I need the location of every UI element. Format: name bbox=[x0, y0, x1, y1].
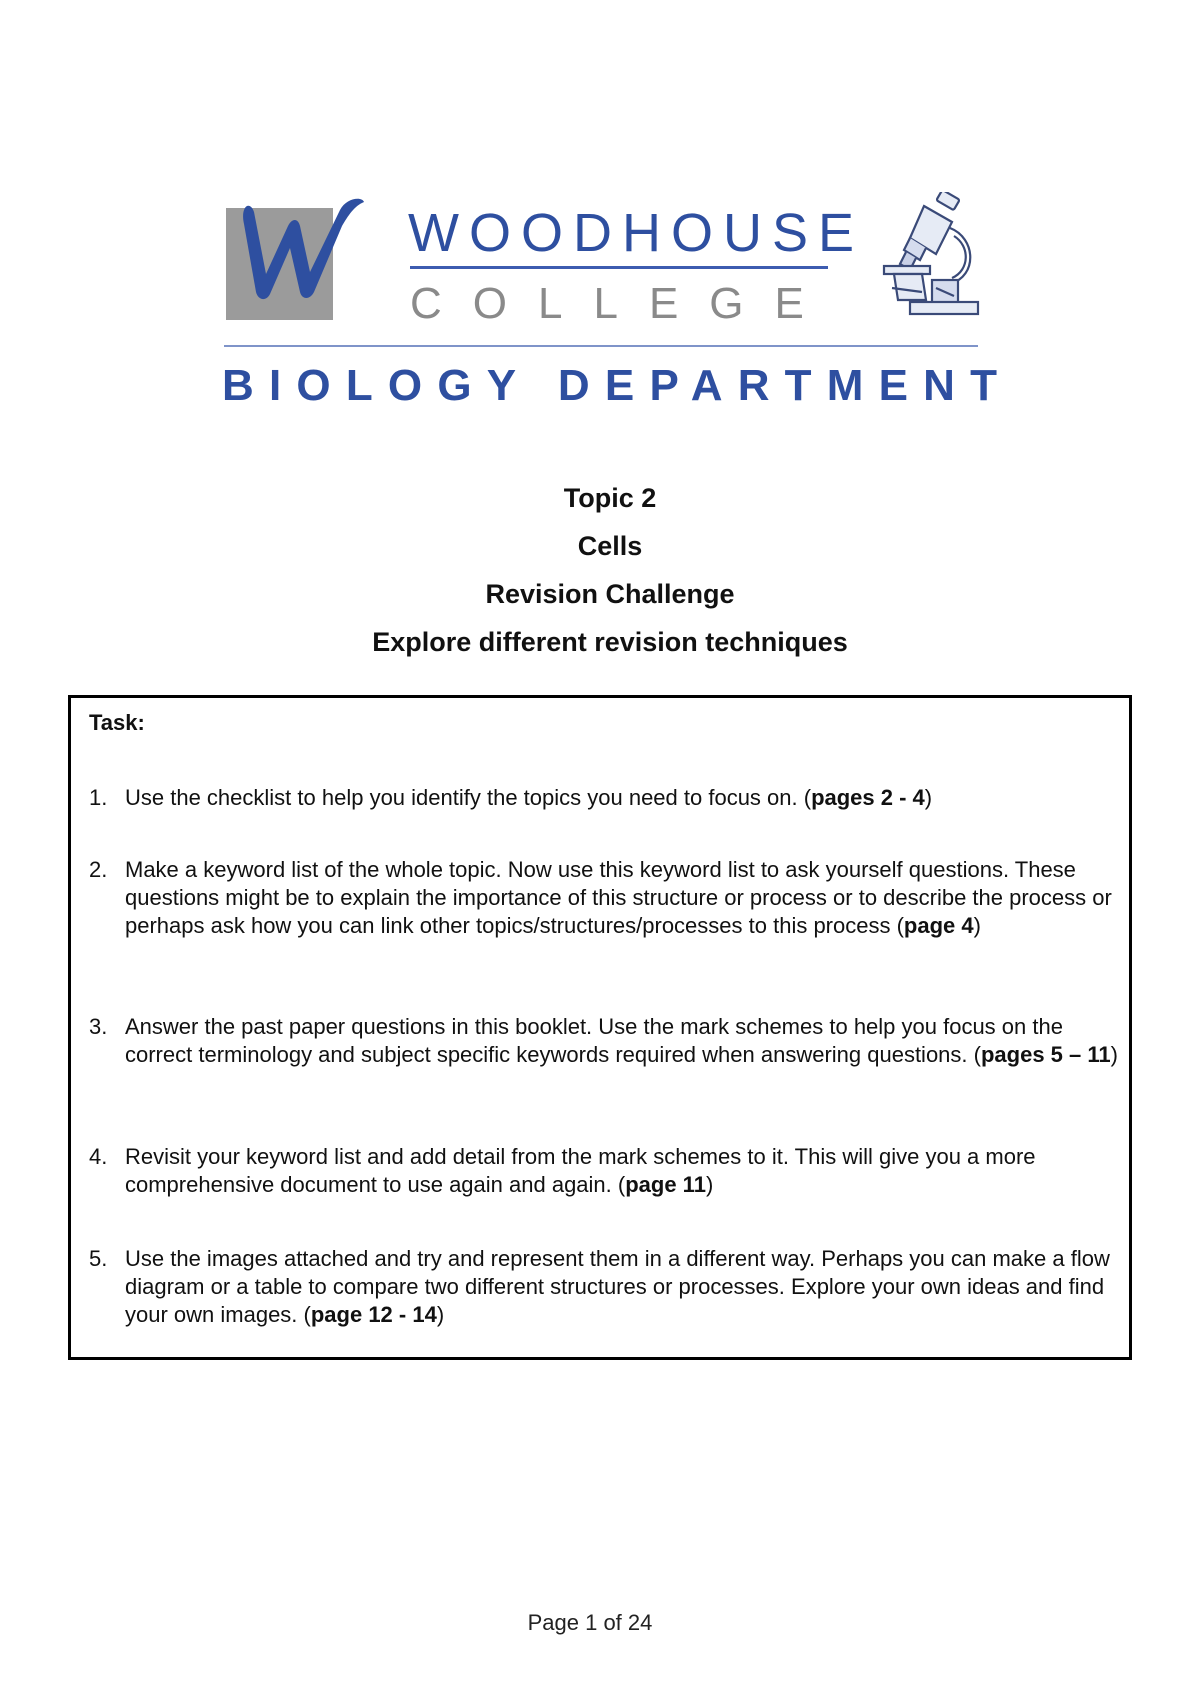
department-name: BIOLOGY DEPARTMENT bbox=[222, 361, 1013, 410]
task-item-number: 3. bbox=[89, 1014, 108, 1039]
page-reference: pages 2 - 4 bbox=[811, 785, 925, 810]
microscope-icon bbox=[880, 192, 980, 324]
task-item-text: Use the images attached and try and represent them in a different way. Perhaps you can make a flow diagram or a table to compare two different structures or processes. Explore your own ideas and find your own images. (page 12 - 14) bbox=[125, 1246, 1110, 1327]
task-item-number: 4. bbox=[89, 1144, 108, 1169]
task-label: Task: bbox=[89, 710, 145, 735]
brand-subtitle: COLLEGE bbox=[410, 279, 835, 328]
subtitle: Explore different revision techniques bbox=[372, 627, 848, 657]
topic-title: Topic 2 bbox=[563, 483, 657, 513]
title-block bbox=[0, 478, 1200, 670]
task-item-number: 5. bbox=[89, 1246, 108, 1271]
page-reference: page 4 bbox=[903, 913, 974, 938]
college-w-logo-icon bbox=[236, 196, 366, 302]
task-item-text: Revisit your keyword list and add detail from the mark schemes to it. This will give you a more comprehensive document to use again and again. (page 11) bbox=[125, 1144, 1036, 1197]
department-divider bbox=[224, 345, 978, 347]
task-item-text: Answer the past paper questions in this booklet. Use the mark schemes to help you focus on the correct terminology and subject specific keywords required when answering questions. (pages 5 – 11) bbox=[125, 1014, 1118, 1067]
task-box bbox=[68, 695, 1132, 1360]
task-item-number: 2. bbox=[89, 857, 108, 882]
page-reference: page 11 bbox=[625, 1172, 706, 1197]
page-number: Page 1 of 24 bbox=[527, 1610, 653, 1635]
page-reference: pages 5 – 11 bbox=[980, 1042, 1111, 1067]
task-item-number: 1. bbox=[89, 785, 108, 810]
task-item-text: Make a keyword list of the whole topic. Now use this keyword list to ask yourself questions. These questions might be to explain the importance of this structure or process or to describe the process or perhaps ask how you can link other topics/structures/processes to this process (page 4) bbox=[125, 857, 1112, 938]
brand-name: WOODHOUSE bbox=[408, 203, 865, 263]
page-reference: page 12 - 14 bbox=[310, 1302, 437, 1327]
challenge-title: Revision Challenge bbox=[485, 579, 735, 609]
subject-title: Cells bbox=[577, 531, 643, 561]
task-item-text: Use the checklist to help you identify the topics you need to focus on. (pages 2 - 4) bbox=[125, 785, 933, 810]
brand-divider bbox=[410, 266, 828, 269]
